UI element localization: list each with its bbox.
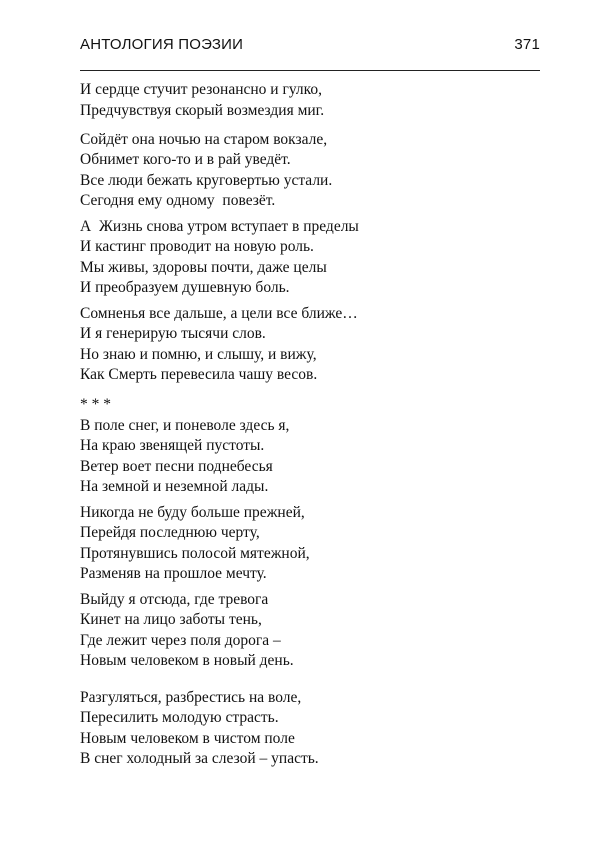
page-number: 371 [514, 36, 540, 53]
poem-line: Ветер воет песни поднебесья [80, 458, 273, 475]
poem-line: Разменяв на прошлое мечту. [80, 565, 267, 582]
poem-line: Но знаю и помню, и слышу, и вижу, [80, 346, 317, 363]
poem-line: На краю звенящей пустоты. [80, 437, 265, 454]
section-separator: * * * [80, 396, 111, 413]
page-header [80, 36, 540, 71]
poem-line: Выйду я отсюда, где тревога [80, 591, 269, 608]
poem-line: И я генерирую тысячи слов. [80, 325, 266, 342]
poem-line: И сердце стучит резонансно и гулко, [80, 81, 323, 98]
poem-line: Как Смерть перевесила чашу весов. [80, 366, 318, 383]
poem-line: Предчувствуя скорый возмездия миг. [80, 102, 325, 119]
poem-line: Все люди бежать круговертью устали. [80, 172, 333, 189]
poem-line: Обнимет кого-то и в рай уведёт. [80, 151, 291, 168]
poem-line: Новым человеком в новый день. [80, 652, 294, 669]
poem-line: В поле снег, и поневоле здесь я, [80, 417, 290, 434]
poem-line: Где лежит через поля дорога – [80, 632, 281, 649]
poem-line: Разгуляться, разбрестись на воле, [80, 689, 302, 706]
poem-line: А Жизнь снова утром вступает в пределы [80, 218, 359, 235]
poem-line: И кастинг проводит на новую роль. [80, 238, 314, 255]
poem-line: Сойдёт она ночью на старом вокзале, [80, 131, 328, 148]
poem-line: Никогда не буду больше прежней, [80, 504, 305, 521]
poem-line: Новым человеком в чистом поле [80, 730, 295, 747]
poem-line: Кинет на лицо заботы тень, [80, 611, 262, 628]
poem-line: Мы живы, здоровы почти, даже целы [80, 259, 327, 276]
poem-line: И преобразуем душевную боль. [80, 279, 290, 296]
book-title: АНТОЛОГИЯ ПОЭЗИИ [80, 36, 244, 53]
poem-line: Сомненья все дальше, а цели все ближе… [80, 305, 358, 322]
poem-line: Протянувшись полосой мятежной, [80, 545, 310, 562]
poem-line: На земной и неземной лады. [80, 478, 269, 495]
poem-line: Перейдя последнюю черту, [80, 524, 260, 541]
poem-line: Пересилить молодую страсть. [80, 709, 279, 726]
poem-line: В снег холодный за слезой – упасть. [80, 750, 319, 767]
poem-line: Сегодня ему одному повезёт. [80, 192, 276, 209]
